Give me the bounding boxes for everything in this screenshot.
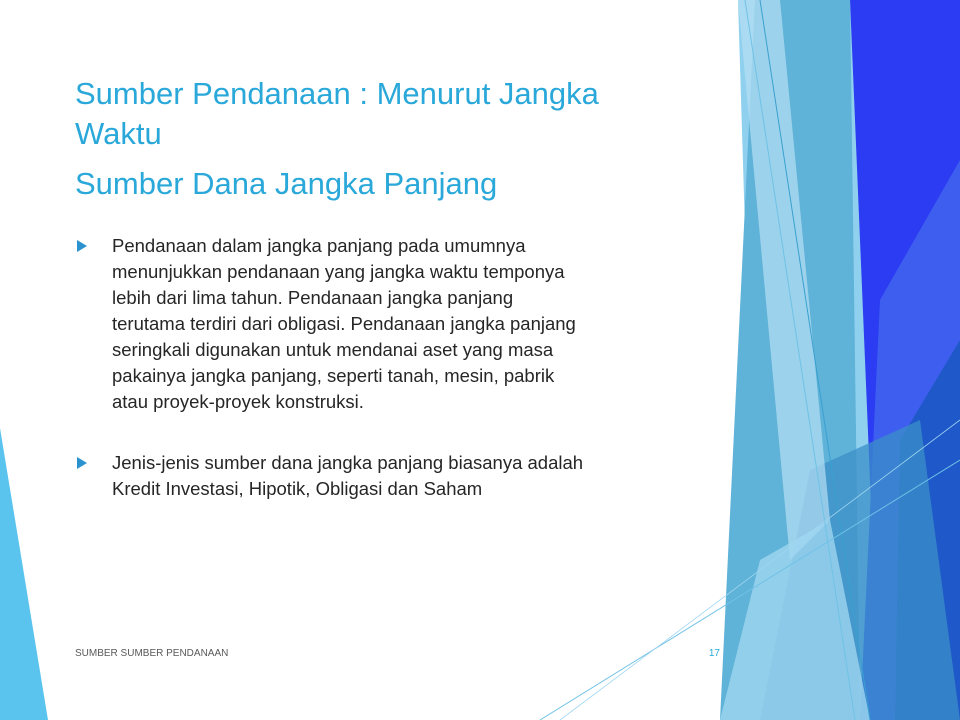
- slide-page-number: 17: [708, 648, 720, 659]
- slide-subtitle: Sumber Dana Jangka Panjang: [75, 166, 498, 201]
- bullet-line: menunjukkan pendanaan yang jangka waktu temponya: [112, 261, 565, 282]
- bullet-line: Kredit Investasi, Hipotik, Obligasi dan Saham: [112, 478, 483, 499]
- bullet-arrow-icon: [77, 457, 87, 469]
- bullet-line: pakainya jangka panjang, seperti tanah, mesin, pabrik: [112, 365, 555, 386]
- slide-footer: SUMBER SUMBER PENDANAAN: [75, 648, 229, 659]
- bullet-line: seringkali digunakan untuk mendanai aset yang masa: [112, 339, 554, 360]
- left-facet-shape: [0, 428, 48, 720]
- bullet-line: atau proyek-proyek konstruksi.: [112, 391, 364, 412]
- bullet-line: lebih dari lima tahun. Pendanaan jangka panjang: [112, 287, 514, 308]
- bullet-line: Pendanaan dalam jangka panjang pada umumnya: [112, 235, 526, 256]
- bullet-line: Jenis-jenis sumber dana jangka panjang biasanya adalah: [112, 452, 584, 473]
- bullet-line: terutama terdiri dari obligasi. Pendanaan jangka panjang: [112, 313, 576, 334]
- bullet-arrow-icon: [77, 240, 87, 252]
- bullet-paragraph-1: [112, 233, 732, 415]
- bullet-paragraph-2: [112, 450, 732, 502]
- slide-title-line-2: Waktu: [75, 116, 162, 151]
- slide-title-line-1: Sumber Pendanaan : Menurut Jangka: [75, 76, 599, 111]
